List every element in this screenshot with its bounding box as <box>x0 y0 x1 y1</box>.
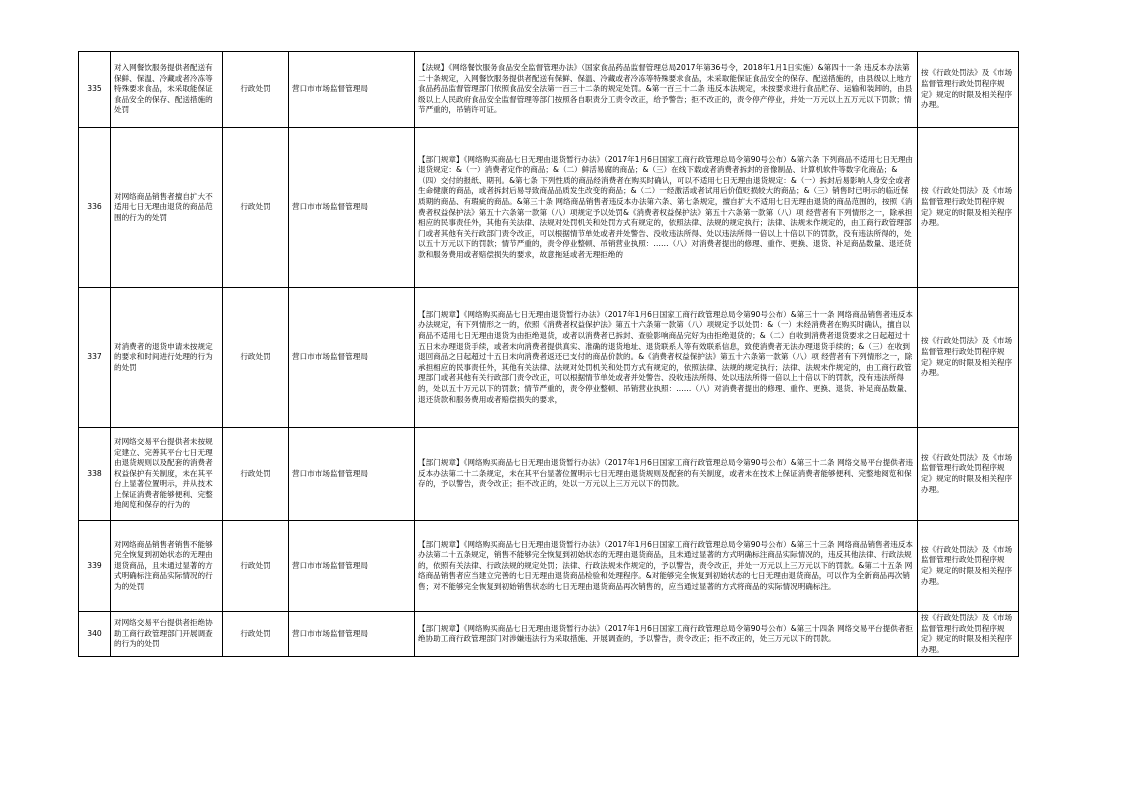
row-number: 335 <box>79 52 111 128</box>
row-number: 337 <box>79 288 111 428</box>
legal-basis: 【法规】《网络餐饮服务食品安全监督管理办法》（国家食品药品监督管理总局2017年第36号令，2018年1月1日实施）&第四十一条 违反本办法第二十条规定，入网餐饮服务提供者配送有保鲜、保温、冷藏或者冷冻等特殊要求食品，未采取能保证食品安全的保存、配送措施的，由县级以上地方食品药品监督管理部门依照食品安全法第一百三十二条的规定处罚。&第一百三十二条 违反本法规定，未按要求进行食品贮存、运输和装卸的，由县级以上人民政府食品安全监督管理等部门按照各自职责分工责令改正，给予警告；拒不改正的，责令停产停业，并处一万元以上五万元以下罚款；情节严重的，吊销许可证。 <box>415 52 918 128</box>
row-number: 340 <box>79 612 111 657</box>
item-type: 行政处罚 <box>223 288 289 428</box>
item-type: 行政处罚 <box>223 612 289 657</box>
department: 营口市市场监督管理局 <box>289 612 415 657</box>
procedure: 按《行政处罚法》及《市场监督管理行政处罚程序规定》规定的时限及相关程序办理。 <box>918 521 1019 612</box>
item-name: 对消费者的退货申请未按规定的要求和时间进行处理的行为的处罚 <box>111 288 223 428</box>
department: 营口市市场监督管理局 <box>289 428 415 521</box>
regulation-table <box>78 51 1019 657</box>
department: 营口市市场监督管理局 <box>289 52 415 128</box>
department: 营口市市场监督管理局 <box>289 128 415 288</box>
legal-basis: 【部门规章】《网络购买商品七日无理由退货暂行办法》（2017年1月6日国家工商行政管理总局令第90号公布）&第三十一条 网络商品销售者违反本办法规定，有下列情形之一的，依照《消费者权益保护法》第五十六条第一款第（八）项规定予以处罚：&（一）未经消费者在购买时确认，擅自以商品不适用七日无理由退货为由拒绝退货，或者以消费者已拆封、查验影响商品完好为由拒绝退货的；&（二）自收到消费者退货要求之日起超过十五日未办理退货手续，或者未向消费者提供真实、准确的退货地址、退货联系人等有效联系信息，致使消费者无法办理退货手续的；&（三）在收到退回商品之日起超过十五日未向消费者返还已支付的商品价款的。&《消费者权益保护法》第五十六条第一款第（八）项 经营者有下列情形之一，除承担相应的民事责任外，其他有关法律、法规对处罚机关和处罚方式有规定的，依照法律、法规的规定执行；法律、法规未作规定的，由工商行政管理部门或者其他有关行政部门责令改正，可以根据情节单处或者并处警告、没收违法所得、处以违法所得一倍以上十倍以下的罚款，没有违法所得的，处以五十万元以下的罚款；情节严重的，责令停业整顿、吊销营业执照：……（八）对消费者提出的修理、重作、更换、退货、补足商品数量、退还货款和服务费用或者赔偿损失的要求， <box>415 288 918 428</box>
procedure: 按《行政处罚法》及《市场监督管理行政处罚程序规定》规定的时限及相关程序办理。 <box>918 128 1019 288</box>
legal-basis: 【部门规章】《网络购买商品七日无理由退货暂行办法》（2017年1月6日国家工商行政管理总局令第90号公布）&第三十三条 网络商品销售者违反本办法第二十五条规定，销售不能够完全恢复到初始状态的无理由退货商品，且未通过显著的方式明确标注商品实际情况的，违反其他法律、行政法规的，依照有关法律、行政法规的规定处罚；法律、行政法规未作规定的，予以警告，责令改正，并处一万元以上三万元以下的罚款。&第二十五条 网络商品销售者应当建立完善的七日无理由退货商品检验和处理程序。&对能够完全恢复到初始状态的七日无理由退货商品，可以作为全新商品再次销售；对不能够完全恢复到初始销售状态的七日无理由退货商品再次销售的，应当通过显著的方式将商品的实际情况明确标注。 <box>415 521 918 612</box>
item-name: 对网络商品销售者销售不能够完全恢复到初始状态的无理由退货商品，且未通过显著的方式明确标注商品实际情况的行为的处罚 <box>111 521 223 612</box>
legal-basis: 【部门规章】《网络购买商品七日无理由退货暂行办法》（2017年1月6日国家工商行政管理总局令第90号公布）&第六条 下列商品不适用七日无理由退货规定：&（一）消费者定作的商品；&（二）鲜活易腐的商品；&（三）在线下载或者消费者拆封的音像制品、计算机软件等数字化商品；&（四）交付的报纸、期刊。&第七条 下列性质的商品经消费者在购买时确认，可以不适用七日无理由退货规定：&（一）拆封后易影响人身安全或者生命健康的商品，或者拆封后易导致商品品质发生改变的商品；&（二）一经激活或者试用后价值贬损较大的商品；&（三）销售时已明示的临近保质期的商品、有瑕疵的商品。&第三十条 网络商品销售者违反本办法第六条、第七条规定，擅自扩大不适用七日无理由退货的商品范围的，按照《消费者权益保护法》第五十六条第一款第（八）项规定予以处罚&《消费者权益保护法》第五十六条第一款第（八）项 经营者有下列情形之一，除承担相应的民事责任外，其他有关法律、法规对处罚机关和处罚方式有规定的，依照法律、法规的规定执行；法律、法规未作规定的，由工商行政管理部门或者其他有关行政部门责令改正，可以根据情节单处或者并处警告、没收违法所得、处以违法所得一倍以上十倍以下的罚款，没有违法所得的，处以五十万元以下的罚款；情节严重的，责令停业整顿、吊销营业执照：……（八）对消费者提出的修理、重作、更换、退货、补足商品数量、退还货款和服务费用或者赔偿损失的要求，故意拖延或者无理拒绝的 <box>415 128 918 288</box>
item-type: 行政处罚 <box>223 521 289 612</box>
procedure: 按《行政处罚法》及《市场监督管理行政处罚程序规定》规定的时限及相关程序办理。 <box>918 288 1019 428</box>
table-row <box>79 288 1019 428</box>
table-row <box>79 52 1019 128</box>
department: 营口市市场监督管理局 <box>289 521 415 612</box>
item-name: 对网络商品销售者擅自扩大不适用七日无理由退货的商品范围的行为的处罚 <box>111 128 223 288</box>
item-type: 行政处罚 <box>223 52 289 128</box>
table-row <box>79 521 1019 612</box>
procedure: 按《行政处罚法》及《市场监督管理行政处罚程序规定》规定的时限及相关程序办理。 <box>918 428 1019 521</box>
department: 营口市市场监督管理局 <box>289 288 415 428</box>
legal-basis: 【部门规章】《网络购买商品七日无理由退货暂行办法》（2017年1月6日国家工商行政管理总局令第90号公布）&第三十四条 网络交易平台提供者拒绝协助工商行政管理部门对涉嫌违法行为采取措施、开展调查的，予以警告，责令改正；拒不改正的，处三万元以下的罚款。 <box>415 612 918 657</box>
row-number: 339 <box>79 521 111 612</box>
table-row <box>79 128 1019 288</box>
item-type: 行政处罚 <box>223 428 289 521</box>
row-number: 338 <box>79 428 111 521</box>
procedure: 按《行政处罚法》及《市场监督管理行政处罚程序规定》规定的时限及相关程序办理。 <box>918 612 1019 657</box>
item-name: 对网络交易平台提供者未按规定建立、完善其平台七日无理由退货规则以及配套的消费者权益保护有关制度，未在其平台上显著位置明示，并从技术上保证消费者能够便利、完整地阅览和保存的行为的 <box>111 428 223 521</box>
row-number: 336 <box>79 128 111 288</box>
item-name: 对入网餐饮服务提供者配送有保鲜、保温、冷藏或者冷冻等特殊要求食品，未采取能保证食品安全的保存、配送措施的处罚 <box>111 52 223 128</box>
item-name: 对网络交易平台提供者拒绝协助工商行政管理部门开展调查的行为的处罚 <box>111 612 223 657</box>
table-row <box>79 428 1019 521</box>
procedure: 按《行政处罚法》及《市场监督管理行政处罚程序规定》规定的时限及相关程序办理。 <box>918 52 1019 128</box>
item-type: 行政处罚 <box>223 128 289 288</box>
legal-basis: 【部门规章】《网络购买商品七日无理由退货暂行办法》（2017年1月6日国家工商行政管理总局令第90号公布）&第三十二条 网络交易平台提供者违反本办法第二十二条规定，未在其平台显著位置明示七日无理由退货规则及配套的有关制度，或者未在技术上保证消费者能够便利、完整地阅览和保存的，予以警告，责令改正；拒不改正的，处以一万元以上三万元以下的罚款。 <box>415 428 918 521</box>
table-row <box>79 612 1019 657</box>
